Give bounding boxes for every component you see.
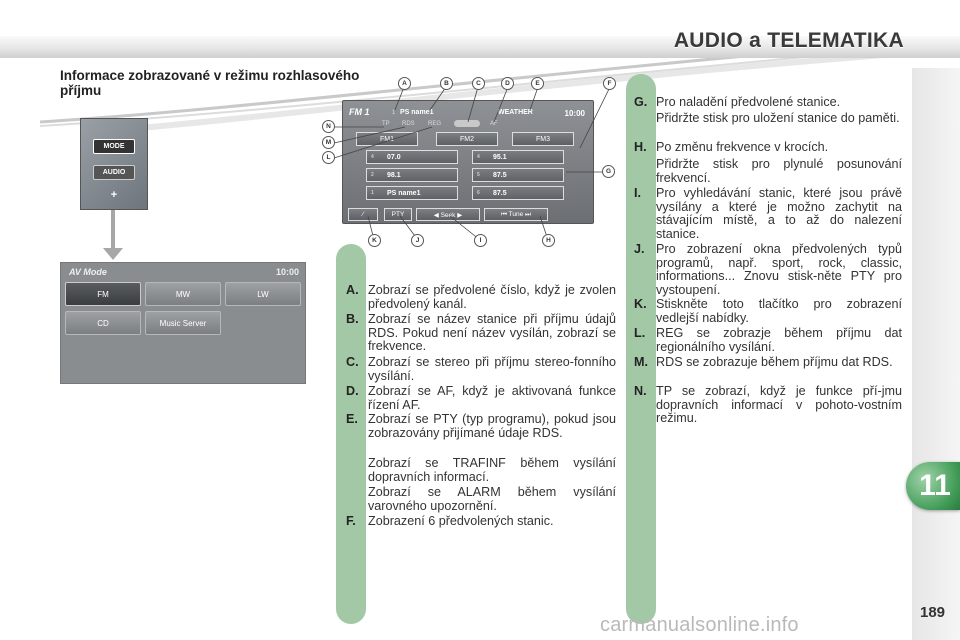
entry-b: B. Zobrazí se název stanice při příjmu údajů RDS. Pokud není název vysílán, zobrazí se frekvence. [346,312,616,354]
callout-i: I [474,234,487,247]
lw-button: LW [225,282,301,306]
preset-button: 6 87.5 [472,186,564,200]
page-number: 189 [920,604,946,621]
callout-m: M [322,136,335,149]
entry-h: H. Po změnu frekvence v krocích. [634,140,829,154]
radio-title: FM 1 [349,107,370,117]
cd-button: CD [65,311,141,335]
entry-h-hold: Přidržte stisk pro plynulé posunování frekvencí. [656,157,902,185]
entry-n: N. TP se zobrazí, když je funkce pří-jmu dopravních informací v pohoto-vostním režimu. [634,384,902,426]
music-server-button: Music Server [145,311,221,335]
callout-l: L [322,151,335,164]
av-mode-title: AV Mode [69,267,107,277]
seek-button: ◀ Seek ▶ [416,208,480,221]
callout-b: B [440,77,453,90]
af-indicator: AF [490,121,498,127]
fm-button: FM [65,282,141,306]
callout-f: F [603,77,616,90]
watermark: carmanualsonline.info [600,614,799,636]
callout-a: A [398,77,411,90]
mw-button: MW [145,282,221,306]
rds-indicator: RDS [402,121,415,127]
tune-button: ⏮ Tune ⏭ [484,208,548,221]
preset-button: 4 07.0 [366,150,458,164]
entry-k: K. Stiskněte toto tlačítko pro zobrazení vedlejší nabídky. [634,297,902,325]
fm1-button: FM1 [356,132,418,146]
entry-d: D. Zobrazí se AF, když je aktivovaná funkce řízení AF. [346,384,616,412]
slash-icon: ⁄ [362,211,364,218]
radio-pty: WEATHER [498,109,533,116]
section-heading: Informace zobrazované v režimu rozhlasového příjmu [60,68,360,98]
entry-g: G. Pro naladění předvolené stanice. [634,95,841,109]
reg-indicator: REG [428,121,442,127]
plus-button: + [110,188,118,201]
callout-n: N [322,120,335,133]
fm2-button: FM2 [436,132,498,146]
entry-g-hold: Přidržte stisk pro uložení stanice do paměti. [656,111,900,125]
tp-indicator: TP [382,121,390,127]
entry-m: M. RDS se zobrazuje během příjmu dat RDS. [634,355,893,369]
radio-time: 10:00 [564,109,585,118]
entry-c: C. Zobrazí se stereo při příjmu stereo-fonního vysílání. [346,355,616,383]
entry-e: E. Zobrazí se PTY (typ programu), pokud jsou zobrazovány přijímané údaje RDS. [346,412,616,440]
preset-button: 4 95.1 [472,150,564,164]
entry-e-trafinf: Zobrazí se TRAFINF během vysílání dopravních informací. [368,456,616,484]
radio-preset-number: 1 [392,110,396,116]
entry-a: A. Zobrazí se předvolené číslo, když je zvolen předvolený kanál. [346,283,616,311]
callout-c: C [472,77,485,90]
callout-k: K [368,234,381,247]
entry-f: F. Zobrazení 6 předvolených stanic. [346,514,554,528]
preset-button: 5 87.5 [472,168,564,182]
page-title: AUDIO a TELEMATIKA [673,29,904,52]
entry-j: J. Pro zobrazení okna předvolených typů programů, např. sport, rock, classic, informations... Znovu stisk-něte PTY pro vystoupení. [634,242,902,297]
fm3-button: FM3 [512,132,574,146]
entry-i: I. Pro vyhledávání stanic, které jsou právě vysílány a které je možno zachytit na stávajícím místě, a to až do nalezení stanice. [634,186,902,241]
callout-d: D [501,77,514,90]
mode-button: MODE [93,139,135,154]
preset-button: 1 PS name1 [366,186,458,200]
pty-button: PTY [384,208,412,221]
radio-station-name: PS name1 [400,109,434,116]
callout-g: G [602,165,615,178]
chapter-tab[interactable]: 11 [906,462,960,510]
callout-h: H [542,234,555,247]
audio-button: AUDIO [93,165,135,180]
entry-l: L. REG se zobrazje během příjmu dat regionálního vysílání. [634,326,902,354]
callout-e: E [531,77,544,90]
preset-button: 2 98.1 [366,168,458,182]
entry-e-alarm: Zobrazí se ALARM během vysílání varovného upozornění. [368,485,616,513]
callout-j: J [411,234,424,247]
av-mode-time: 10:00 [275,267,299,277]
